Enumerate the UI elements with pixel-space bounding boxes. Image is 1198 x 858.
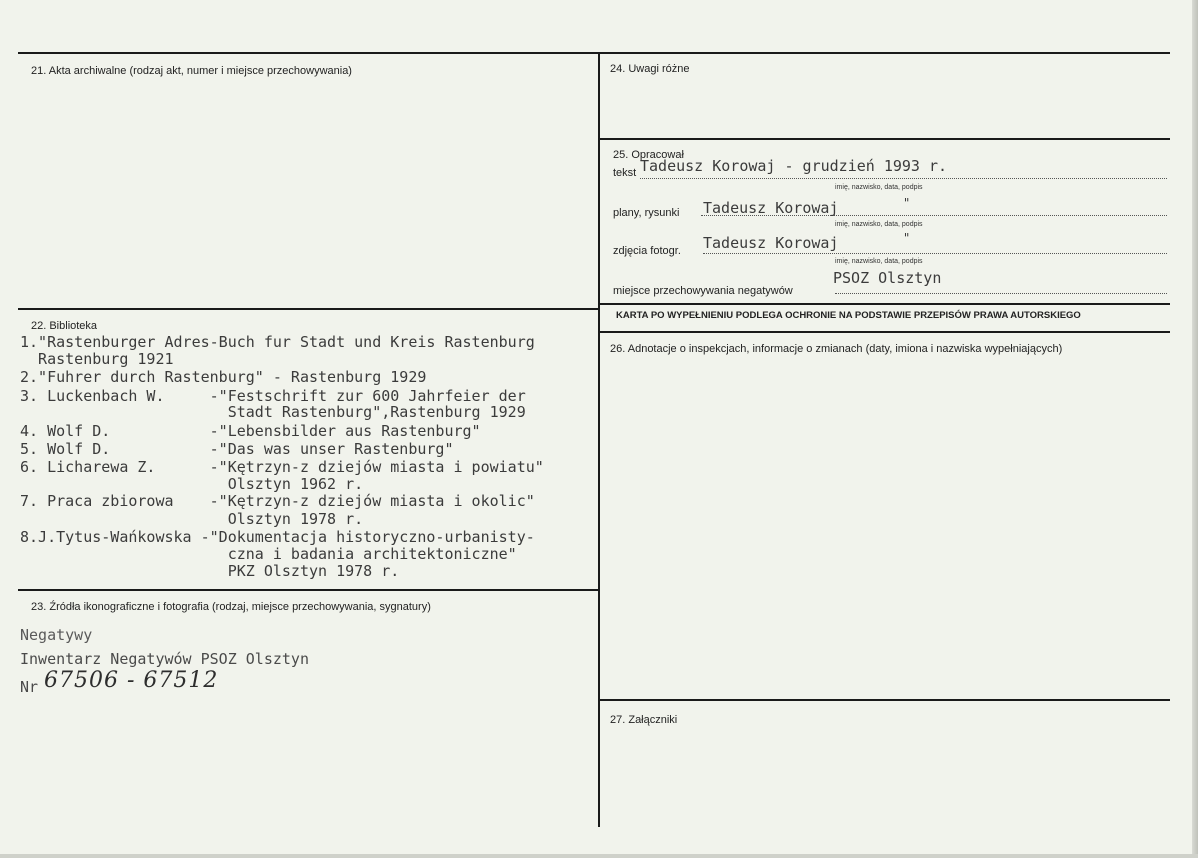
section25-label: 25. Opracował	[613, 149, 684, 161]
plany-ditto: "	[903, 196, 911, 210]
copyright-notice: KARTA PO WYPEŁNIENIU PODLEGA OCHRONIE NA PODSTAWIE PRZEPISÓW PRAWA AUTORSKIEGO	[616, 310, 1081, 321]
bibliography-line: 5. Wolf D. -"Das was unser Rastenburg"	[20, 440, 454, 458]
zdjecia-hint: imię, nazwisko, data, podpis	[835, 258, 923, 265]
rule-26-top	[600, 331, 1170, 333]
bibliography-line: 6. Licharewa Z. -"Kętrzyn-z dziejów miasta i powiatu"	[20, 458, 544, 476]
section26-label: 26. Adnotacje o inspekcjach, informacje o zmianach (daty, imiona i nazwiska wypełniających)	[610, 343, 1063, 355]
bibliography-line: Olsztyn 1978 r.	[20, 510, 364, 528]
plany-hint: imię, nazwisko, data, podpis	[835, 221, 923, 228]
rule-copyright-top	[600, 303, 1170, 305]
nr-label: Nr	[20, 678, 39, 696]
section21-label: 21. Akta archiwalne (rodzaj akt, numer i miejsce przechowywania)	[31, 65, 352, 77]
rule-22-top	[18, 308, 598, 310]
bibliography-line: czna i badania architektoniczne"	[20, 545, 517, 563]
iconography-line-1: Negatywy	[20, 626, 93, 644]
plany-label: plany, rysunki	[613, 207, 680, 219]
zdjecia-dotted-line	[703, 253, 1167, 254]
bibliography-list	[20, 333, 598, 583]
section23-label: 23. Źródła ikonograficzne i fotografia (rodzaj, miejsce przechowywania, sygnatury)	[31, 601, 431, 613]
rule-25-top	[600, 138, 1170, 140]
tekst-hint: imię, nazwisko, data, podpis	[835, 184, 923, 191]
section27-label: 27. Załączniki	[610, 714, 678, 726]
zdjecia-ditto: "	[903, 231, 911, 245]
negatywy-value: PSOZ Olsztyn	[833, 269, 942, 287]
rule-27-top	[600, 699, 1170, 701]
center-divider	[598, 52, 600, 827]
section22-label: 22. Biblioteka	[31, 320, 98, 332]
bibliography-line: PKZ Olsztyn 1978 r.	[20, 562, 400, 580]
bibliography-line: 4. Wolf D. -"Lebensbilder aus Rastenburg"	[20, 422, 481, 440]
bibliography-line: Olsztyn 1962 r.	[20, 475, 364, 493]
paper-edge-right	[1192, 0, 1198, 858]
bibliography-line: 8.J.Tytus-Wańkowska -"Dokumentacja historyczno-urbanisty-	[20, 528, 535, 546]
tekst-label: tekst	[613, 167, 637, 179]
bibliography-line: Rastenburg 1921	[20, 350, 174, 368]
tekst-value: Tadeusz Korowaj - grudzień 1993 r.	[640, 157, 948, 175]
negative-number-range: 67506 - 67512	[44, 668, 219, 693]
paper-edge-bottom	[0, 854, 1198, 858]
bibliography-line: 3. Luckenbach W. -"Festschrift zur 600 Jahrfeier der	[20, 387, 526, 405]
bibliography-line: 1."Rastenburger Adres-Buch fur Stadt und Kreis Rastenburg	[20, 333, 535, 351]
iconography-line-2: Inwentarz Negatywów PSOZ Olsztyn	[20, 650, 309, 668]
plany-value: Tadeusz Korowaj	[703, 199, 839, 217]
tekst-dotted-line	[640, 178, 1167, 179]
top-rule	[18, 52, 1170, 54]
negatywy-dotted-line	[835, 293, 1167, 294]
zdjecia-value: Tadeusz Korowaj	[703, 234, 839, 252]
section24-label: 24. Uwagi różne	[610, 63, 690, 75]
bibliography-line: 7. Praca zbiorowa -"Kętrzyn-z dziejów miasta i okolic"	[20, 492, 535, 510]
bibliography-line: 2."Fuhrer durch Rastenburg" - Rastenburg 1929	[20, 368, 427, 386]
zdjecia-label: zdjęcia fotogr.	[613, 245, 681, 257]
bibliography-line: Stadt Rastenburg",Rastenburg 1929	[20, 403, 526, 421]
negatywy-label: miejsce przechowywania negatywów	[613, 285, 793, 297]
rule-23-top	[18, 589, 598, 591]
